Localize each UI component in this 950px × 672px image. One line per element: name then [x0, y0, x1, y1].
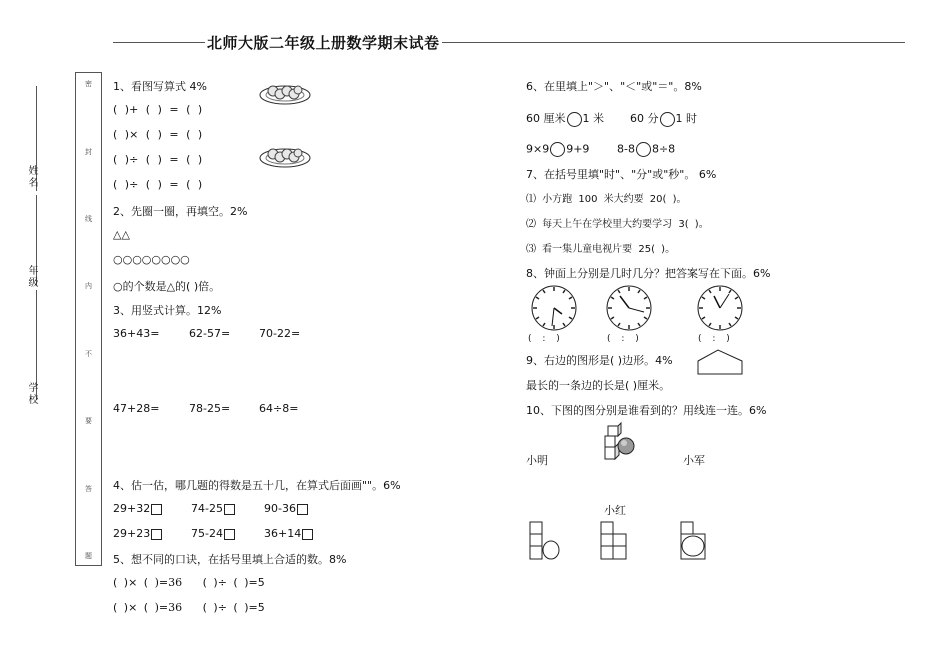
check-box[interactable] — [224, 529, 235, 540]
q5-div: ( )÷ ( )=5 — [202, 576, 265, 589]
q6-left: 60 分 — [630, 112, 659, 125]
q6-right: 1 时 — [675, 112, 697, 125]
page-title: 北师大版二年级上册数学期末试卷 — [207, 34, 440, 52]
clock-answer-blank[interactable]: ( : ) — [607, 334, 639, 344]
q2-triangles: △△ — [113, 228, 130, 241]
q1-row[interactable]: ( )× ( ) = ( ) — [113, 128, 203, 141]
school-label: 学校 — [26, 382, 37, 406]
q4-expr: 74-25 — [191, 502, 223, 515]
q10-heading: 10、下图的图分别是谁看到的？用线连一连。6% — [526, 404, 767, 417]
q6-right: 9+9 — [566, 142, 590, 156]
q1-row[interactable]: ( )÷ ( ) = ( ) — [113, 178, 203, 191]
q6-left: 60 厘米 — [526, 112, 566, 125]
plate-of-eggs-image — [258, 82, 312, 106]
q5-mult-result: )=36 — [154, 601, 183, 614]
q4-expr: 29+23 — [113, 527, 151, 540]
compare-circle[interactable] — [636, 142, 651, 157]
q6-row[interactable] — [526, 110, 604, 127]
q5-mult: ( )× ( — [113, 601, 155, 614]
cube-and-ball-image — [603, 423, 637, 461]
q2-circles: ○○○○○○○○ — [113, 253, 190, 266]
check-box[interactable] — [151, 504, 162, 515]
q3-problem[interactable]: 70-22= — [259, 327, 301, 340]
xiaoming-label[interactable]: 小明 — [526, 454, 548, 467]
clock-face-image — [605, 284, 653, 332]
pentagon-shape-image — [697, 349, 743, 375]
clock-face-image — [696, 284, 744, 332]
q9-sub[interactable]: 最长的一条边的长是( )厘米。 — [526, 379, 671, 392]
xiaojun-label[interactable]: 小军 — [683, 454, 705, 467]
q6-row[interactable] — [617, 142, 675, 157]
check-box[interactable] — [224, 504, 235, 515]
q7-item[interactable]: ⑶ 看一集儿童电视片要 25( )。 — [526, 244, 676, 255]
q3-heading: 3、用竖式计算。12% — [113, 304, 222, 317]
q6-row[interactable] — [526, 142, 589, 157]
q4-item[interactable] — [113, 502, 162, 515]
compare-circle[interactable] — [550, 142, 565, 157]
q4-item[interactable] — [191, 527, 235, 540]
q4-expr: 29+32 — [113, 502, 151, 515]
name-label: 姓名 — [26, 165, 37, 189]
q3-problem[interactable]: 78-25= — [189, 402, 231, 415]
compare-circle[interactable] — [567, 112, 582, 127]
q6-left: 8-8 — [617, 142, 635, 156]
q5-row[interactable] — [113, 601, 265, 614]
q4-heading: 4、估一估，哪几题的得数是五十几，在算式后面画""。6% — [113, 479, 401, 492]
q4-expr: 75-24 — [191, 527, 223, 540]
q4-expr: 36+14 — [264, 527, 302, 540]
q1-heading: 1、看图写算式 4% — [113, 80, 207, 93]
clock-answer-blank[interactable]: ( : ) — [528, 334, 560, 344]
q6-row[interactable] — [630, 110, 697, 127]
check-box[interactable] — [151, 529, 162, 540]
q4-item[interactable] — [113, 527, 162, 540]
q5-heading: 5、想不同的口诀，在括号里填上合适的数。8% — [113, 553, 347, 566]
clock-answer-blank[interactable]: ( : ) — [698, 334, 730, 344]
check-box[interactable] — [302, 529, 313, 540]
compare-circle[interactable] — [660, 112, 675, 127]
q8-heading: 8、钟面上分别是几时几分？把答案写在下面。6% — [526, 267, 771, 280]
q3-problem[interactable]: 36+43= — [113, 327, 160, 340]
q2-heading: 2、先圈一圈，再填空。2% — [113, 205, 248, 218]
q4-item[interactable] — [264, 527, 313, 540]
q5-mult: ( )× ( — [113, 576, 155, 589]
seal-char: 内 — [85, 282, 92, 290]
q5-div: ( )÷ ( )=5 — [202, 601, 265, 614]
q7-heading: 7、在括号里填"时"、"分"或"秒"。 6% — [526, 168, 717, 181]
q4-expr: 90-36 — [264, 502, 296, 515]
view-c-image — [680, 521, 710, 561]
seal-char: 答 — [85, 485, 92, 493]
q7-item[interactable]: ⑴ 小方跑 100 米大约要 20( )。 — [526, 194, 687, 205]
plate-of-eggs-image — [258, 145, 312, 169]
q3-problem[interactable]: 64÷8= — [259, 402, 299, 415]
q6-heading: 6、在里填上"＞"、"＜"或"＝"。8% — [526, 80, 702, 93]
q3-problem[interactable]: 62-57= — [189, 327, 231, 340]
q4-item[interactable] — [264, 502, 308, 515]
clock-face-image — [530, 284, 578, 332]
q6-left: 9×9 — [526, 142, 550, 156]
seal-char: 要 — [85, 417, 92, 425]
seal-char: 封 — [85, 148, 92, 156]
seal-char: 密 — [85, 80, 92, 88]
q5-mult-result: )=36 — [154, 576, 183, 589]
view-a-image — [529, 521, 561, 561]
seal-line-box — [75, 72, 102, 566]
q6-right: 1 米 — [582, 112, 604, 125]
q2-fill-blank[interactable]: ○的个数是△的( )倍。 — [113, 280, 221, 293]
q3-problem[interactable]: 47+28= — [113, 402, 160, 415]
check-box[interactable] — [297, 504, 308, 515]
q9-heading[interactable]: 9、右边的图形是( )边形。4% — [526, 354, 673, 367]
grade-label: 年级 — [26, 265, 37, 289]
q6-right: 8÷8 — [651, 142, 676, 156]
xiaohong-label[interactable]: 小红 — [604, 504, 626, 517]
q1-row[interactable]: ( )÷ ( ) = ( ) — [113, 153, 203, 166]
seal-char: 不 — [85, 350, 92, 358]
view-b-image — [600, 521, 630, 561]
seal-char: 线 — [85, 215, 92, 223]
seal-char: 题 — [85, 552, 92, 560]
q1-row[interactable]: ( )+ ( ) = ( ) — [113, 103, 203, 116]
q7-item[interactable]: ⑵ 每天上午在学校里大约要学习 3( )。 — [526, 219, 709, 230]
q5-row[interactable] — [113, 576, 265, 589]
q4-item[interactable] — [191, 502, 235, 515]
